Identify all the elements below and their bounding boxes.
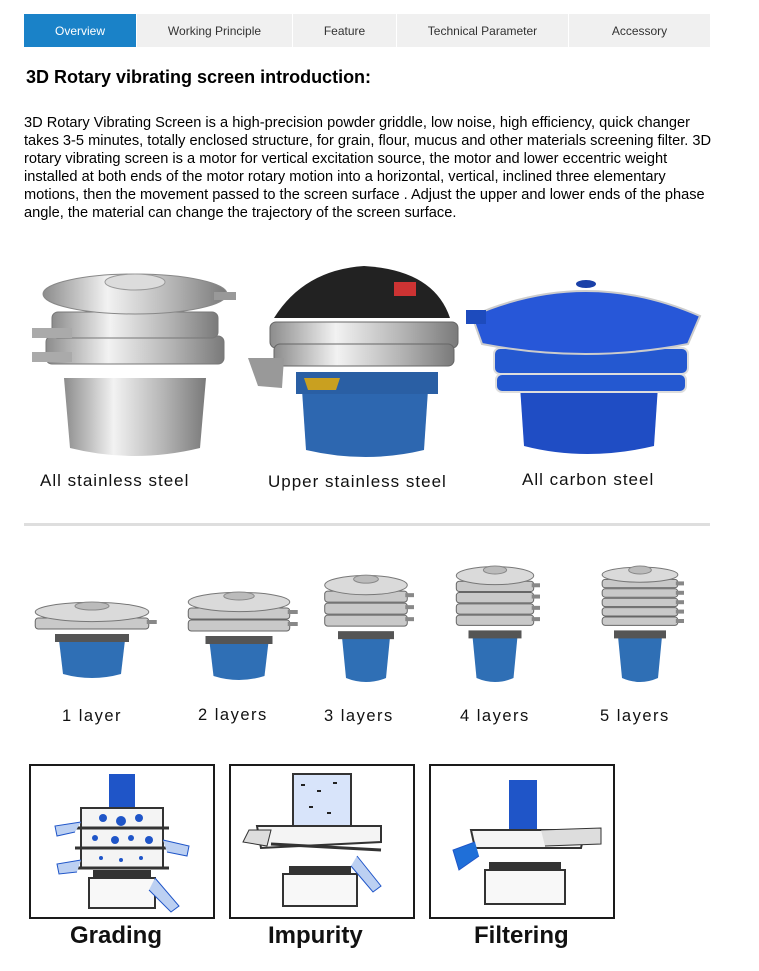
- layer-caption-2: 2 layers: [198, 706, 268, 724]
- layer-4-machine-image: [450, 562, 540, 682]
- feed-inlet: [224, 592, 254, 600]
- discharge-spout: [405, 605, 414, 609]
- motor-base: [618, 636, 662, 682]
- layer-caption-3: 3 layers: [324, 707, 394, 725]
- base-flange: [614, 630, 666, 638]
- screen-layer: [188, 620, 289, 631]
- base-flange: [469, 630, 522, 638]
- motor-base: [210, 642, 269, 680]
- motor-base: [342, 637, 390, 682]
- screen-layer: [325, 615, 408, 626]
- discharge-spout: [676, 591, 684, 595]
- page-title: 3D Rotary vibrating screen introduction:: [26, 67, 372, 87]
- impurity-diagram: [229, 764, 415, 919]
- screen-layer: [602, 589, 678, 597]
- discharge-spout: [532, 583, 540, 587]
- feed-inlet: [354, 575, 379, 583]
- discharge-spout: [405, 617, 414, 621]
- feed-inlet: [629, 566, 652, 574]
- feed-inlet: [75, 602, 109, 610]
- material-caption-2: Upper stainless steel: [268, 472, 447, 491]
- layer-caption-1: 1 layer: [62, 707, 123, 725]
- screen-layer: [602, 608, 678, 616]
- tab-overview[interactable]: Overview: [24, 14, 137, 47]
- motor-base: [59, 640, 125, 678]
- discharge-spout: [676, 581, 684, 585]
- discharge-spout: [532, 606, 540, 610]
- feed-inlet: [483, 566, 506, 574]
- function-caption-filtering: Filtering: [474, 922, 569, 949]
- layer-5-machine-image: [596, 562, 684, 682]
- discharge-spout: [147, 620, 157, 624]
- layer-1-machine-image: [26, 578, 158, 678]
- tab-feature[interactable]: Feature: [293, 14, 397, 47]
- screen-layer: [456, 593, 533, 603]
- all-carbon-steel-machine-image: [466, 270, 704, 462]
- tab-accessory[interactable]: Accessory: [611, 23, 668, 38]
- screen-layer: [602, 617, 678, 625]
- layer-3-machine-image: [318, 564, 414, 682]
- discharge-spout: [676, 600, 684, 604]
- discharge-spout: [288, 610, 298, 614]
- discharge-spout: [676, 610, 684, 614]
- motor-base: [473, 636, 518, 682]
- screen-layer: [325, 603, 408, 614]
- grading-diagram: [29, 764, 215, 919]
- material-caption-3: All carbon steel: [522, 470, 655, 489]
- layer-caption-4: 4 layers: [460, 707, 530, 725]
- screen-layer: [456, 604, 533, 614]
- layer-2-machine-image: [180, 580, 298, 680]
- filtering-diagram: [429, 764, 615, 919]
- base-flange: [338, 631, 394, 639]
- layer-caption-5: 5 layers: [600, 707, 670, 725]
- material-caption-1: All stainless steel: [40, 471, 190, 490]
- tab-working-principle[interactable]: Working Principle: [137, 14, 293, 47]
- function-caption-impurity: Impurity: [268, 922, 363, 949]
- intro-paragraph: 3D Rotary Vibrating Screen is a high-precision powder griddle, low noise, high efficiency, quick changer takes 3-5 minutes, totally enclosed structure, for grain, flour, mucus and other materials screening filter. 3D rotary vibrating screen is a motor for vertical excitation source, the motor and lower eccentric weight installed at both ends of the motor rotary motion into a horizontal, vertical, inclined three elementary motions, then the movement passed to the screen surface . Adjust the upper and lower ends of the phase angle, the material can change the trajectory of the screen surface.: [24, 115, 712, 221]
- tab-technical-parameter[interactable]: Technical Parameter: [397, 14, 569, 47]
- discharge-spout: [405, 593, 414, 597]
- discharge-spout: [532, 617, 540, 621]
- discharge-spout: [532, 595, 540, 599]
- function-caption-grading: Grading: [70, 922, 163, 949]
- base-flange: [55, 634, 129, 642]
- upper-stainless-steel-machine-image: [244, 262, 460, 462]
- section-divider: [24, 523, 710, 526]
- tab-bar: [24, 14, 710, 47]
- base-flange: [206, 636, 273, 644]
- discharge-spout: [676, 619, 684, 623]
- screen-layer: [602, 598, 678, 606]
- discharge-spout: [288, 622, 298, 626]
- screen-layer: [456, 615, 533, 625]
- all-stainless-steel-machine-image: [24, 268, 246, 464]
